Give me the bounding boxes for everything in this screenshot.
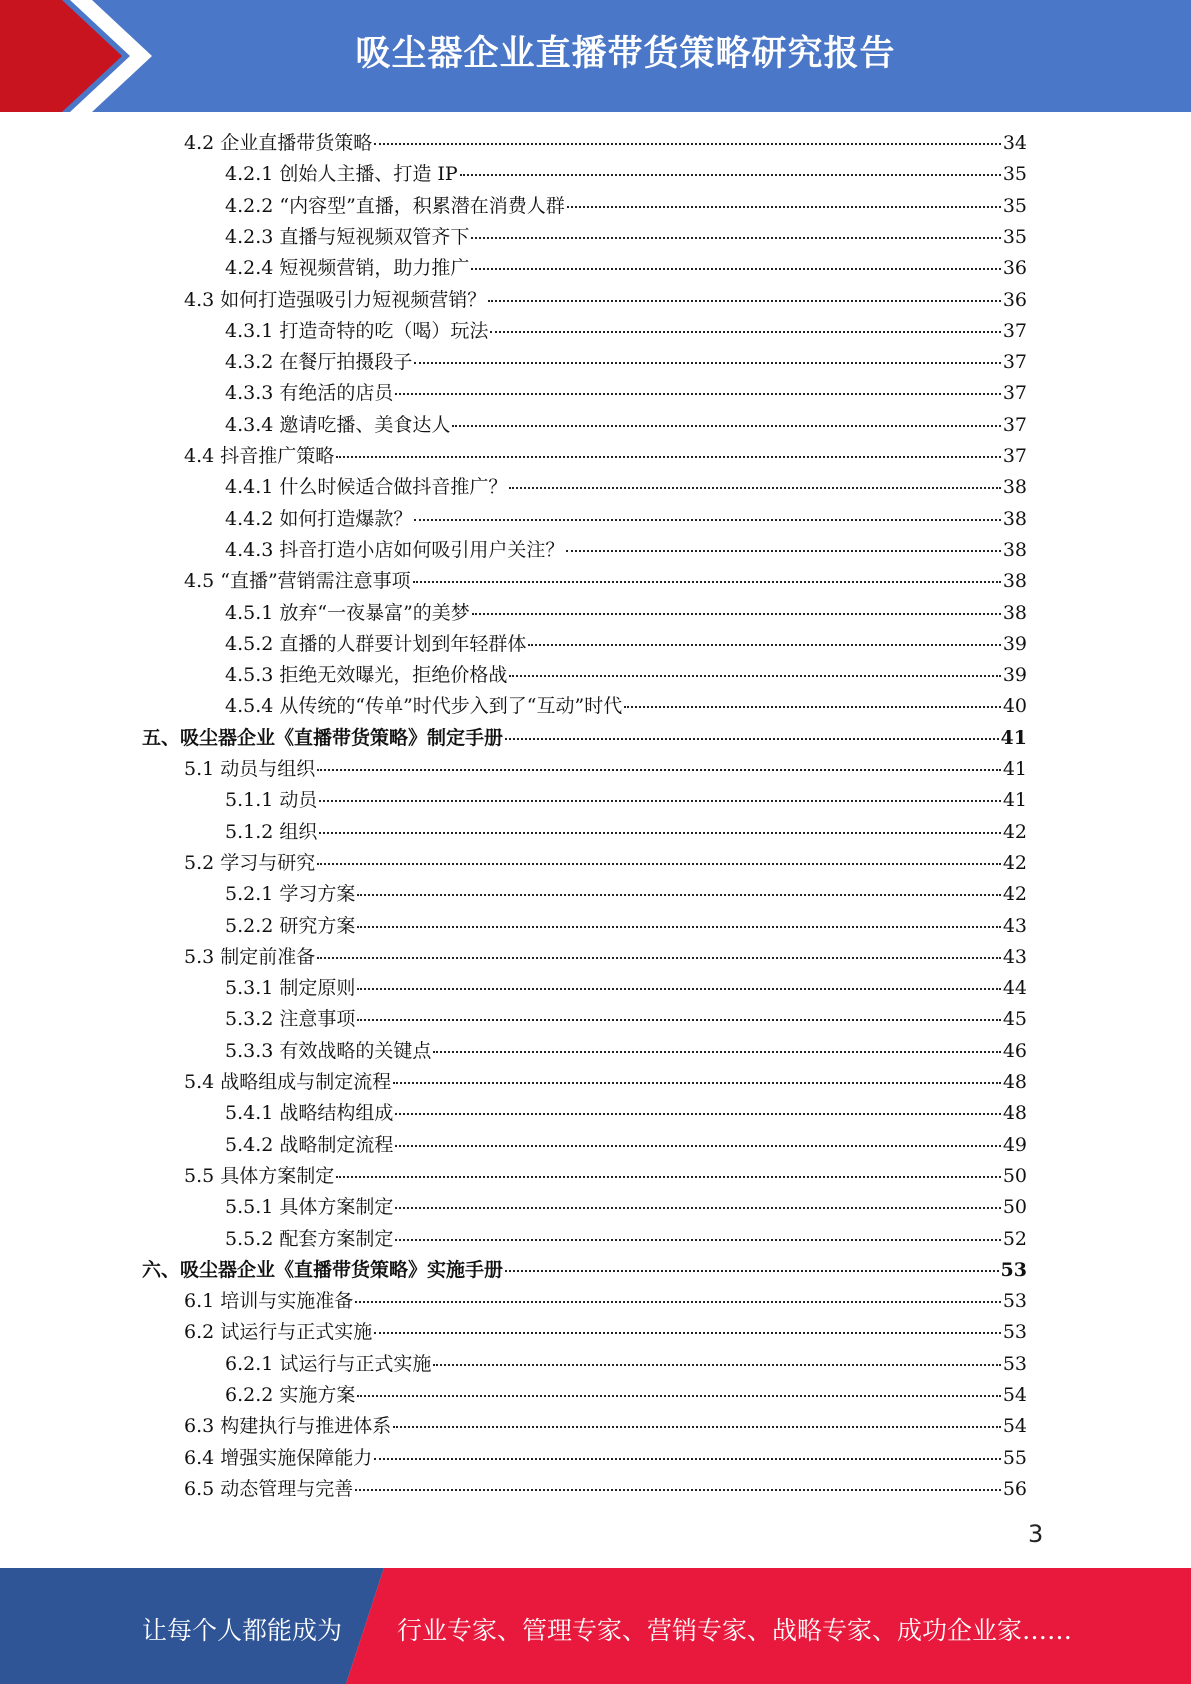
toc-subsection[interactable]: [225, 691, 1027, 722]
toc-subsection[interactable]: [225, 410, 1027, 441]
toc-page-number: 41: [1002, 758, 1027, 780]
toc-entry-title: 5.3.2 注意事项: [225, 1008, 356, 1031]
dot-leader: [319, 799, 1000, 802]
toc-page-number: 50: [1002, 1196, 1027, 1219]
dot-leader: [395, 1112, 1000, 1115]
toc-section[interactable]: [184, 285, 1027, 316]
dot-leader: [414, 361, 1000, 364]
toc-page-number: 36: [1002, 257, 1027, 280]
toc-subsection[interactable]: [225, 253, 1027, 284]
toc-chapter[interactable]: [142, 1255, 1027, 1286]
toc-page-number: 54: [1002, 1384, 1027, 1406]
toc-entry-title: 6.5 动态管理与完善: [184, 1477, 354, 1500]
toc-subsection[interactable]: [225, 191, 1027, 222]
dot-leader: [490, 330, 1000, 333]
toc-subsection[interactable]: [225, 159, 1027, 190]
dot-leader: [471, 236, 1000, 239]
toc-page-number: 35: [1002, 225, 1027, 248]
toc-entry-title: 4.4 抖音推广策略: [184, 445, 335, 467]
toc-entry-title: 5.5.2 配套方案制定: [225, 1227, 394, 1250]
toc-subsection[interactable]: [225, 1098, 1027, 1129]
toc-page-number: 38: [1002, 601, 1027, 624]
toc-entry-title: 5.2.2 研究方案: [225, 914, 356, 937]
toc-section[interactable]: [184, 1317, 1027, 1348]
dot-leader: [357, 893, 1000, 896]
toc-subsection[interactable]: [225, 347, 1027, 378]
toc-page-number: 37: [1002, 382, 1027, 405]
toc-subsection[interactable]: [225, 504, 1027, 535]
dot-leader: [566, 549, 1000, 552]
dot-leader: [509, 674, 1000, 677]
toc-subsection[interactable]: [225, 973, 1027, 1004]
toc-entry-title: 4.5 “直播”营销需注意事项: [184, 570, 411, 593]
toc-page-number: 38: [1002, 507, 1027, 530]
toc-entry-title: 5.5 具体方案制定: [184, 1164, 335, 1187]
toc-page-number: 45: [1002, 1008, 1027, 1031]
toc-entry-title: 4.2.2 “内容型”直播，积累潜在消费人群: [225, 194, 565, 217]
toc-entry-title: 5.5.1 具体方案制定: [225, 1196, 394, 1219]
toc-page-number: 56: [1002, 1477, 1027, 1500]
toc-subsection[interactable]: [225, 316, 1027, 347]
dot-leader: [357, 987, 1000, 990]
toc-page-number: 52: [1002, 1227, 1027, 1250]
toc-entry-title: 4.3.2 在餐厅拍摄段子: [225, 351, 413, 374]
toc-page-number: 37: [1002, 319, 1027, 342]
dot-leader: [471, 267, 1000, 270]
dot-leader: [374, 1331, 1001, 1334]
document-title: 吸尘器企业直播带货策略研究报告: [355, 34, 896, 74]
toc-entry-title: 4.3.3 有绝活的店员: [225, 382, 394, 405]
page-number: 3: [1028, 1520, 1044, 1548]
toc-entry-title: 4.4.3 抖音打造小店如何吸引用户关注？: [225, 538, 565, 561]
dot-leader: [488, 299, 1001, 302]
toc-page-number: 50: [1002, 1164, 1027, 1187]
toc-subsection[interactable]: [225, 1349, 1027, 1380]
toc-page-number: 36: [1002, 288, 1027, 311]
toc-page-number: 53: [1002, 1352, 1027, 1375]
dot-leader: [433, 1050, 1000, 1053]
toc-page-number: 49: [1002, 1133, 1027, 1156]
dot-leader: [357, 925, 1000, 928]
page-footer: [0, 1568, 1191, 1684]
dot-leader: [413, 580, 1001, 583]
toc-section[interactable]: [184, 942, 1027, 973]
dot-leader: [460, 173, 1001, 176]
page-header: [0, 0, 1191, 112]
toc-page-number: 43: [1002, 914, 1027, 937]
toc-entry-title: 5.1 动员与组织: [184, 758, 316, 780]
toc-subsection[interactable]: [225, 535, 1027, 566]
toc-section[interactable]: [184, 1161, 1027, 1192]
toc-entry-title: 5.1.2 组织: [225, 820, 318, 843]
toc-entry-title: 4.5.3 拒绝无效曝光，拒绝价格战: [225, 664, 508, 687]
toc-subsection[interactable]: [225, 222, 1027, 253]
toc-section[interactable]: [184, 848, 1027, 879]
dot-leader: [374, 1457, 1001, 1460]
dot-leader: [528, 643, 1000, 646]
dot-leader: [317, 862, 1001, 865]
dot-leader: [509, 486, 1000, 489]
dot-leader: [433, 1363, 1000, 1366]
dot-leader: [472, 612, 1001, 615]
toc-subsection[interactable]: [225, 1036, 1027, 1067]
toc-page-number: 54: [1002, 1415, 1027, 1438]
toc-entry-title: 5.2 学习与研究: [184, 851, 316, 874]
toc-entry-title: 4.2.4 短视频营销，助力推广: [225, 257, 470, 280]
toc-entry-title: 6.3 构建执行与推进体系: [184, 1415, 392, 1438]
toc-subsection[interactable]: [225, 785, 1027, 816]
toc-page-number: 53: [1002, 1290, 1027, 1313]
dot-leader: [395, 1144, 1000, 1147]
dot-leader: [336, 455, 1001, 458]
toc-page-number: 39: [1002, 664, 1027, 687]
dot-leader: [355, 1300, 1001, 1303]
toc-entry-title: 6.1 培训与实施准备: [184, 1290, 354, 1313]
dot-leader: [319, 831, 1000, 834]
toc-entry-title: 5.4.1 战略结构组成: [225, 1102, 394, 1125]
toc-page-number: 44: [1002, 977, 1027, 1000]
toc-entry-title: 4.5.4 从传统的“传单”时代步入到了“互动”时代: [225, 695, 623, 718]
dot-leader: [317, 768, 1001, 771]
toc-page-number: 38: [1002, 570, 1027, 593]
toc-subsection[interactable]: [225, 378, 1027, 409]
toc-subsection[interactable]: [225, 1130, 1027, 1161]
dot-leader: [414, 518, 1000, 521]
toc-page-number: 37: [1002, 413, 1027, 436]
toc-section[interactable]: [184, 566, 1027, 597]
toc-subsection[interactable]: [225, 472, 1027, 503]
dot-leader: [395, 1238, 1000, 1241]
toc-entry-title: 6.4 增强实施保障能力: [184, 1446, 373, 1469]
dot-leader: [395, 392, 1000, 395]
toc-entry-title: 五、吸尘器企业《直播带货策略》制定手册: [142, 726, 504, 749]
toc-page-number: 53: [1000, 1258, 1027, 1281]
toc-page-number: 39: [1002, 632, 1027, 655]
toc-entry-title: 5.3.3 有效战略的关键点: [225, 1039, 432, 1062]
toc-section[interactable]: [184, 1067, 1027, 1098]
toc-section[interactable]: [184, 1411, 1027, 1442]
toc-page-number: 37: [1002, 445, 1027, 467]
toc-subsection[interactable]: [225, 598, 1027, 629]
toc-entry-title: 6.2.2 实施方案: [225, 1384, 356, 1406]
dot-leader: [567, 205, 1001, 208]
toc-entry-title: 4.5.2 直播的人群要计划到年轻群体: [225, 632, 527, 655]
dot-leader: [317, 956, 1001, 959]
toc-subsection[interactable]: [225, 1004, 1027, 1035]
dot-leader: [393, 1425, 1001, 1428]
toc-page-number: 53: [1002, 1321, 1027, 1344]
toc-page-number: 43: [1002, 945, 1027, 968]
toc-page-number: 40: [1002, 695, 1027, 718]
dot-leader: [336, 1175, 1001, 1178]
toc-section[interactable]: [184, 1286, 1027, 1317]
toc-entry-title: 4.3.1 打造奇特的吃（喝）玩法: [225, 319, 489, 342]
dot-leader: [357, 1018, 1000, 1021]
toc-section[interactable]: [184, 1443, 1027, 1474]
toc-entry-title: 6.2 试运行与正式实施: [184, 1321, 373, 1344]
toc-entry-title: 5.3.1 制定原则: [225, 977, 356, 1000]
toc-subsection[interactable]: [225, 911, 1027, 942]
toc-page-number: 42: [1002, 820, 1027, 843]
dot-leader: [374, 142, 1001, 145]
toc-page-number: 38: [1002, 538, 1027, 561]
toc-section[interactable]: [184, 128, 1027, 159]
toc-page-number: 35: [1002, 163, 1027, 186]
toc-entry-title: 4.3.4 邀请吃播、美食达人: [225, 413, 451, 436]
toc-section[interactable]: [184, 441, 1027, 472]
dot-leader: [395, 1206, 1000, 1209]
dot-leader: [505, 1269, 999, 1272]
toc-entry-title: 5.2.1 学习方案: [225, 883, 356, 906]
toc-entry-title: 4.2.3 直播与短视频双管齐下: [225, 225, 470, 248]
toc-subsection[interactable]: [225, 817, 1027, 848]
toc-page-number: 38: [1002, 476, 1027, 499]
toc-entry-title: 5.3 制定前准备: [184, 945, 316, 968]
toc-page-number: 48: [1002, 1102, 1027, 1125]
toc-entry-title: 4.2.1 创始人主播、打造 IP: [225, 163, 458, 186]
toc-page-number: 41: [1000, 726, 1027, 749]
toc-entry-title: 4.3 如何打造强吸引力短视频营销？: [184, 288, 487, 311]
toc-subsection[interactable]: [225, 1192, 1027, 1223]
toc-subsection[interactable]: [225, 660, 1027, 691]
toc-entry-title: 4.5.1 放弃“一夜暴富”的美梦: [225, 601, 470, 624]
toc-entry-title: 6.2.1 试运行与正式实施: [225, 1352, 432, 1375]
toc-subsection[interactable]: [225, 1380, 1027, 1411]
toc-page-number: 41: [1002, 789, 1027, 812]
dot-leader: [357, 1394, 1000, 1397]
toc-page-number: 48: [1002, 1071, 1027, 1093]
toc-entry-title: 4.4.1 什么时候适合做抖音推广？: [225, 476, 508, 499]
toc-entry-title: 5.4 战略组成与制定流程: [184, 1071, 392, 1093]
dot-leader: [355, 1488, 1001, 1491]
dot-leader: [624, 705, 1001, 708]
toc-page-number: 34: [1002, 132, 1027, 154]
toc-subsection[interactable]: [225, 1224, 1027, 1255]
toc-page-number: 42: [1002, 851, 1027, 874]
toc-subsection[interactable]: [225, 629, 1027, 660]
toc-entry-title: 5.1.1 动员: [225, 789, 318, 812]
dot-leader: [505, 737, 999, 740]
toc-page-number: 42: [1002, 883, 1027, 906]
toc-page-number: 55: [1002, 1446, 1027, 1469]
dot-leader: [452, 424, 1000, 427]
toc-page-number: 37: [1002, 351, 1027, 374]
toc-entry-title: 4.4.2 如何打造爆款？: [225, 507, 413, 530]
toc-chapter[interactable]: [142, 723, 1027, 754]
dot-leader: [393, 1081, 1001, 1084]
toc-entry-title: 六、吸尘器企业《直播带货策略》实施手册: [142, 1258, 504, 1281]
toc-page-number: 35: [1002, 194, 1027, 217]
footer-roles: 行业专家、管理专家、营销专家、战略专家、成功企业家……: [397, 1616, 1073, 1645]
toc-page-number: 46: [1002, 1039, 1027, 1062]
toc-entry-title: 4.2 企业直播带货策略: [184, 132, 373, 154]
toc-section[interactable]: [184, 754, 1027, 785]
toc-section[interactable]: [184, 1474, 1027, 1505]
footer-slogan: 让每个人都能成为: [142, 1616, 343, 1645]
toc-subsection[interactable]: [225, 879, 1027, 910]
toc-entry-title: 5.4.2 战略制定流程: [225, 1133, 394, 1156]
